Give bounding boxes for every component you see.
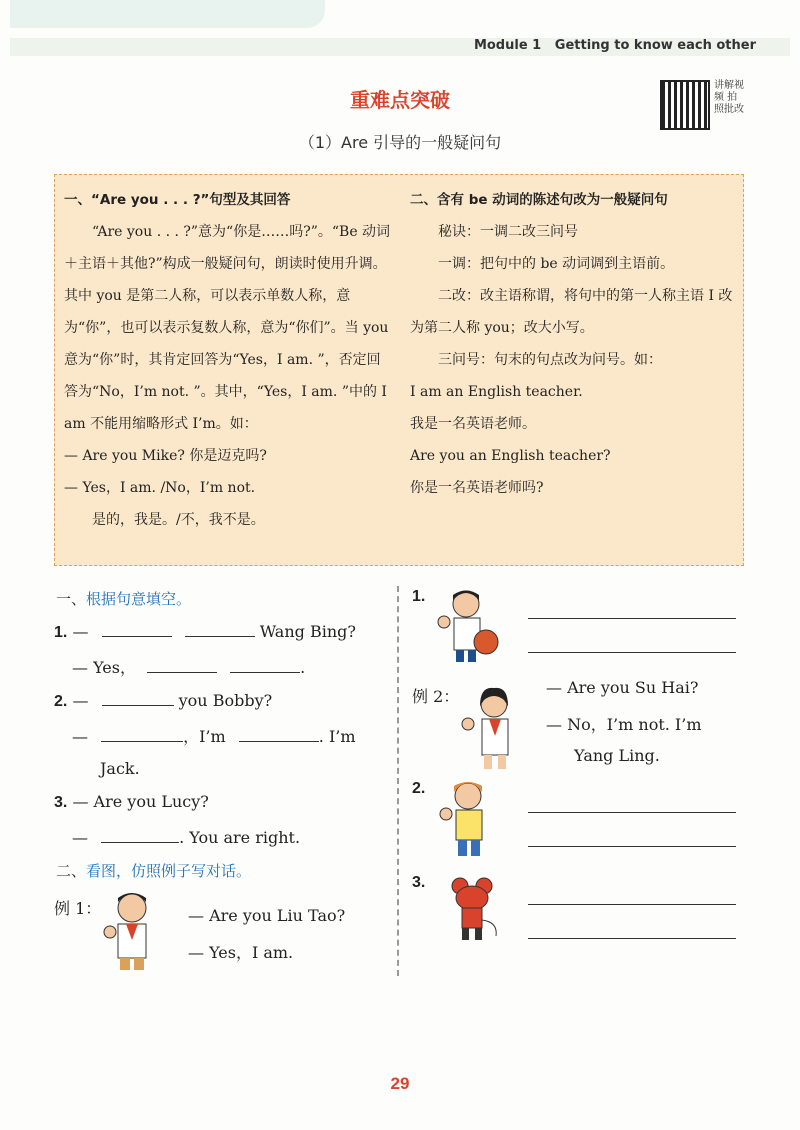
box-right-line-3: 二改：改主语称谓，将句中的第一人称主语 I 改为第二人称 you；改大小写。 [410,288,733,336]
girl-yangling-illustration [460,684,524,772]
q2-text-mid: ，I’m [183,727,226,746]
example-2-label: 例 2： [412,687,460,706]
q3-question: — Are you Lucy? [72,792,209,811]
q1-number: 1. [54,624,68,641]
top-decoration-bar [10,0,325,28]
exercise-2-heading [56,860,251,881]
q2-text-end-b: . I’m [318,727,356,746]
box-left-heading: 一、“Are you . . . ?”句型及其回答 [64,192,291,208]
q1-text-end: Wang Bing? [259,622,356,641]
box-right-example-2: 我是一名英语老师。 [410,416,536,432]
q2-number: 2. [54,693,68,710]
page-number: 29 [390,1074,410,1093]
q3-blank[interactable] [101,826,179,843]
box-left-example-1: — Are you Mike? 你是迈克吗? [64,448,267,464]
box-right-line-1: 秘诀：一调二改三问号 [438,224,578,240]
q2-text-end: you Bobby? [178,691,273,710]
subtitle: （1）Are 引导的一般疑问句 [298,133,502,152]
box-right-example-1: I am an English teacher. [410,384,583,400]
box-left-example-3: 是的，我是。/不，我不是。 [92,512,265,528]
item-3-number: 3. [412,874,426,891]
q2-dash-b: — [72,727,88,746]
box-right-example-4: 你是一名英语老师吗? [410,480,544,496]
item-1-number: 1. [412,588,426,605]
box-right-column [410,184,740,504]
q3-line-a [54,792,394,812]
item-1-answer-line-2[interactable] [528,652,736,653]
q1-blank-2[interactable] [185,620,255,637]
q3-number: 3. [54,794,68,811]
boy-blond-illustration [436,776,496,860]
q3-text-end: . You are right. [179,828,301,847]
item-3-answer-line-2[interactable] [528,938,736,939]
mouse-character-illustration [440,872,504,944]
q1-line-b [72,655,392,678]
box-right-heading: 二、含有 be 动词的陈述句改为一般疑问句 [410,192,668,208]
box-right-line-4: 三问号：句末的句点改为问号。如： [438,352,662,368]
q1-dash: — [72,622,89,641]
boy-liutao-illustration [100,888,164,972]
box-left-example-2: — Yes，I am. /No，I’m not. [64,480,256,496]
column-divider [397,586,399,976]
module-label: Module 1 [473,38,542,53]
q1-line-a [54,620,394,642]
q2-blank-1[interactable] [102,689,174,706]
example-2-answer: — No，I’m not. I’m [546,715,702,734]
example-1-question: — Are you Liu Tao? [188,906,346,925]
q1-blank-1[interactable] [102,620,172,637]
q1-blank-4[interactable] [230,656,300,673]
q3-line-b [72,826,392,847]
q1-blank-3[interactable] [147,656,217,673]
module-title: Getting to know each other [554,38,756,53]
q1-answer-end: . [300,658,306,677]
item-2-answer-line-2[interactable] [528,846,736,847]
q2-dash: — [72,691,89,710]
q2-line-a [54,689,394,711]
exercise-1-heading [56,588,191,609]
q2-line-c: Jack. [100,759,140,778]
item-2-number: 2. [412,780,426,797]
section-title: 重难点突破 [350,88,450,112]
exercise-2-title: 看图，仿照例子写对话。 [86,862,252,880]
item-3-answer-line-1[interactable] [528,904,736,905]
boy-with-basketball-illustration [436,586,500,664]
item-1-answer-line-1[interactable] [528,618,736,619]
exercise-2-number: 二、 [56,862,87,880]
q2-line-b [72,724,392,747]
example-1-answer: — Yes，I am. [188,943,294,962]
box-left-column [64,184,394,536]
box-left-paragraph: “Are you . . . ?”意为“你是……吗?”。“Be 动词＋主语＋其他?”构成一般疑问句，朗读时使用升调。其中 you 是第二人称，可以表示单数人称，意为“你”，也可以表示复数人称，意为“你们”。当 you 意为“你”时，其肯定回答为“Yes，I am. ”，否定回答为“No，I’m not. ”。其中，“Yes，I am. ”中的 I am 不能用缩略形式 I’m。如： [64,224,391,432]
q1-answer-text: — Yes， [72,658,136,677]
module-header [474,38,756,53]
qr-caption: 讲解视频 拍照批改 [714,80,744,115]
qr-code-icon[interactable] [660,80,710,130]
example-1-label: 例 1： [54,899,102,918]
example-2-question: — Are you Su Hai? [546,678,699,697]
item-2-answer-line-1[interactable] [528,812,736,813]
example-2-answer-cont: Yang Ling. [574,746,660,765]
exercise-1-title: 根据句意填空。 [86,590,192,608]
exercise-1-number: 一、 [56,590,87,608]
q2-blank-3[interactable] [239,725,319,742]
box-right-line-2: 一调：把句中的 be 动词调到主语前。 [438,256,675,272]
q2-blank-2[interactable] [101,725,183,742]
q3-dash: — [72,828,88,847]
box-right-example-3: Are you an English teacher? [410,448,611,464]
